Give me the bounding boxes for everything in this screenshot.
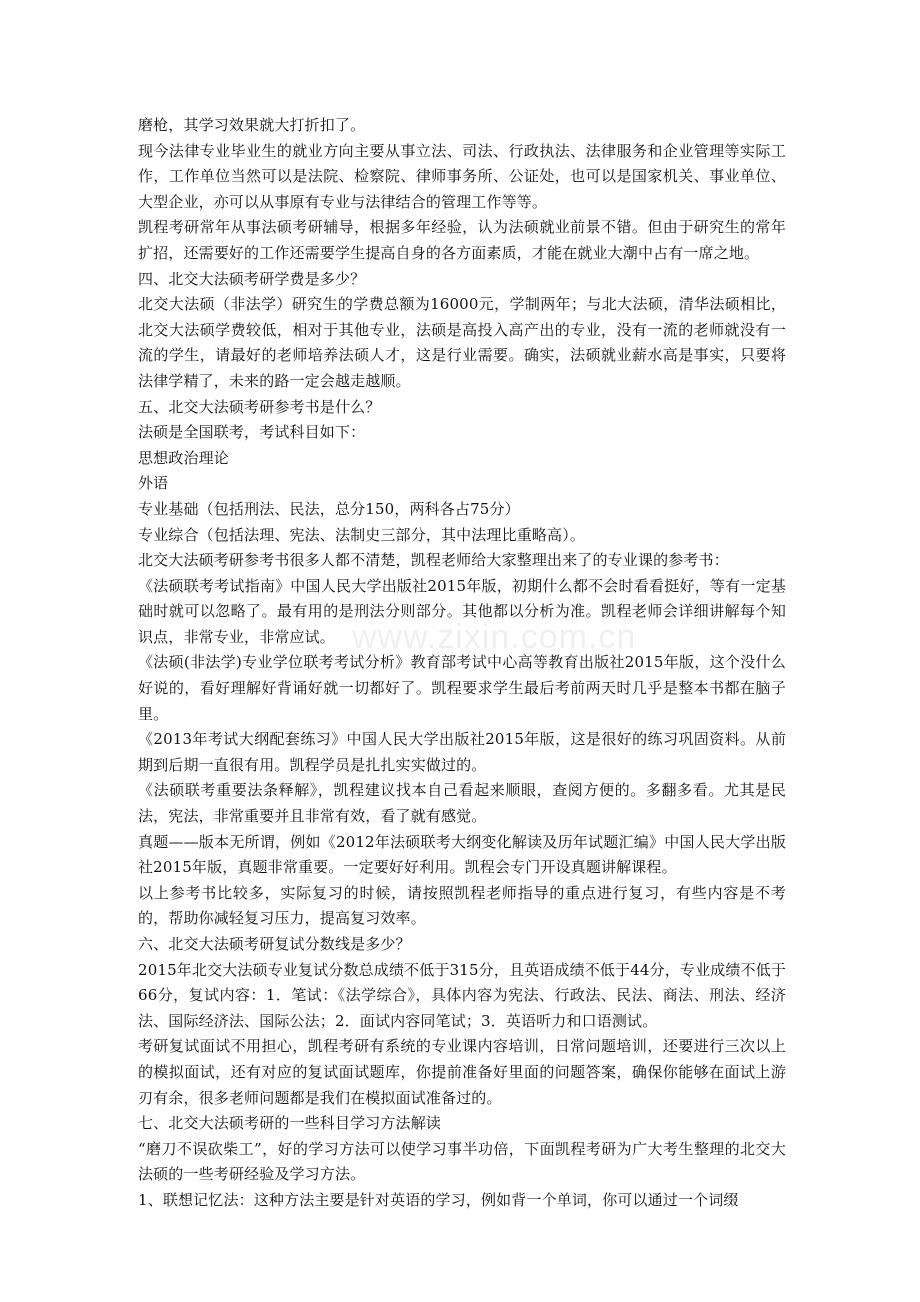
section-heading: 五、北交大法硕考研参考书是什么？ xyxy=(138,397,381,416)
paragraph: 考研复试面试不用担心，凯程考研有系统的专业课内容培训，日常问题培训，还要进行三次以上的模拟面试，还有对应的复试面试题库，你提前准备好里面的问题答案，确保你能够在面试上游刃有余，很多老师问题都是我们在模拟面试准备过的。 xyxy=(138,1037,786,1107)
paragraph: 北交大法硕考研参考书很多人都不清楚，凯程老师给大家整理出来了的专业课的参考书： xyxy=(138,551,729,570)
paragraph: 现今法律专业毕业生的就业方向主要从事立法、司法、行政执法、法律服务和企业管理等实际工作，工作单位当然可以是法院、检察院、律师事务所、公证处，也可以是国家机关、事业单位、大型企业，亦可以从事原有专业与法律结合的管理工作等等。 xyxy=(138,141,786,211)
section-heading: 四、北交大法硕考研学费是多少？ xyxy=(138,269,366,288)
section-heading: 六、北交大法硕考研复试分数线是多少？ xyxy=(138,935,411,953)
list-item: 外语 xyxy=(138,474,169,493)
watermark: www.zixin.com.cn xyxy=(352,618,637,656)
list-item: 专业基础（包括刑法、民法，总分150，两科各占75分） xyxy=(138,499,520,518)
paragraph: 1、联想记忆法：这种方法主要是针对英语的学习，例如背一个单词，你可以通过一个词缀 xyxy=(138,1190,739,1209)
paragraph: 《法硕(非法学)专业学位联考考试分析》教育部考试中心高等教育出版社2015年版，这个没什么好说的，看好理解好背诵好就一切都好了。凯程要求学生最后考前两天时几乎是整本书都在脑子里。 xyxy=(138,653,786,723)
list-item: 思想政治理论 xyxy=(138,448,229,467)
paragraph: 以上参考书比较多，实际复习的时候，请按照凯程老师指导的重点进行复习，有些内容是不考的，帮助你减轻复习压力，提高复习效率。 xyxy=(138,883,786,928)
paragraph: “磨刀不误砍柴工”，好的学习方法可以使学习事半功倍，下面凯程考研为广大考生整理的北交大法硕的一些考研经验及学习方法。 xyxy=(138,1139,786,1184)
paragraph: 北交大法硕（非法学）研究生的学费总额为16000元，学制两年；与北大法硕，清华法硕相比，北交大法硕学费较低，相对于其他专业，法硕是高投入高产出的专业，没有一流的老师就没有一流的学生，请最好的老师培养法硕人才，这是行业需要。确实，法硕就业薪水高是事实，只要将法律学精了，未来的路一定会越走越顺。 xyxy=(138,295,786,390)
list-item: 专业综合（包括法理、宪法、法制史三部分，其中法理比重略高）。 xyxy=(138,525,586,544)
paragraph: 真题——版本无所谓，例如《2012年法硕联考大纲变化解读及历年试题汇编》中国人民大学出版社2015年版，真题非常重要。一定要好好利用。凯程会专门开设真题讲解课程。 xyxy=(138,832,786,877)
paragraph: 磨枪，其学习效果就大打折扣了。 xyxy=(138,116,366,134)
paragraph: 《2013年考试大纲配套练习》中国人民大学出版社2015年版，这是很好的练习巩固资料。从前期到后期一直很有用。凯程学员是扎扎实实做过的。 xyxy=(138,730,786,774)
paragraph: 《法硕联考考试指南》中国人民大学出版社2015年版，初期什么都不会时看看挺好，等有一定基础时就可以忽略了。最有用的是刑法分则部分。其他都以分析为准。凯程老师会详细讲解每个知识点，非常专业，非常应试。 xyxy=(138,576,786,646)
paragraph: 凯程考研常年从事法硕考研辅导，根据多年经验，认为法硕就业前景不错。但由于研究生的常年扩招，还需要好的工作还需要学生提高自身的各方面素质，才能在就业大潮中占有一席之地。 xyxy=(138,218,786,262)
paragraph: 法硕是全国联考，考试科目如下： xyxy=(138,423,366,442)
document-body xyxy=(138,113,786,1214)
paragraph: 《法硕联考重要法条释解》，凯程建议找本自己看起来顺眼，查阅方便的。多翻多看。尤其是民法，宪法，非常重要并且非常有效，看了就有感觉。 xyxy=(138,781,786,826)
section-heading: 七、北交大法硕考研的一些科目学习方法解读 xyxy=(138,1114,442,1133)
paragraph: 2015年北交大法硕专业复试分数总成绩不低于315分，且英语成绩不低于44分，专业成绩不低于66分，复试内容：1．笔试：《法学综合》，具体内容为宪法、行政法、民法、商法、刑法、经济法、国际经济法、国际公法；2．面试内容同笔试；3．英语听力和口语测试。 xyxy=(138,960,786,1030)
